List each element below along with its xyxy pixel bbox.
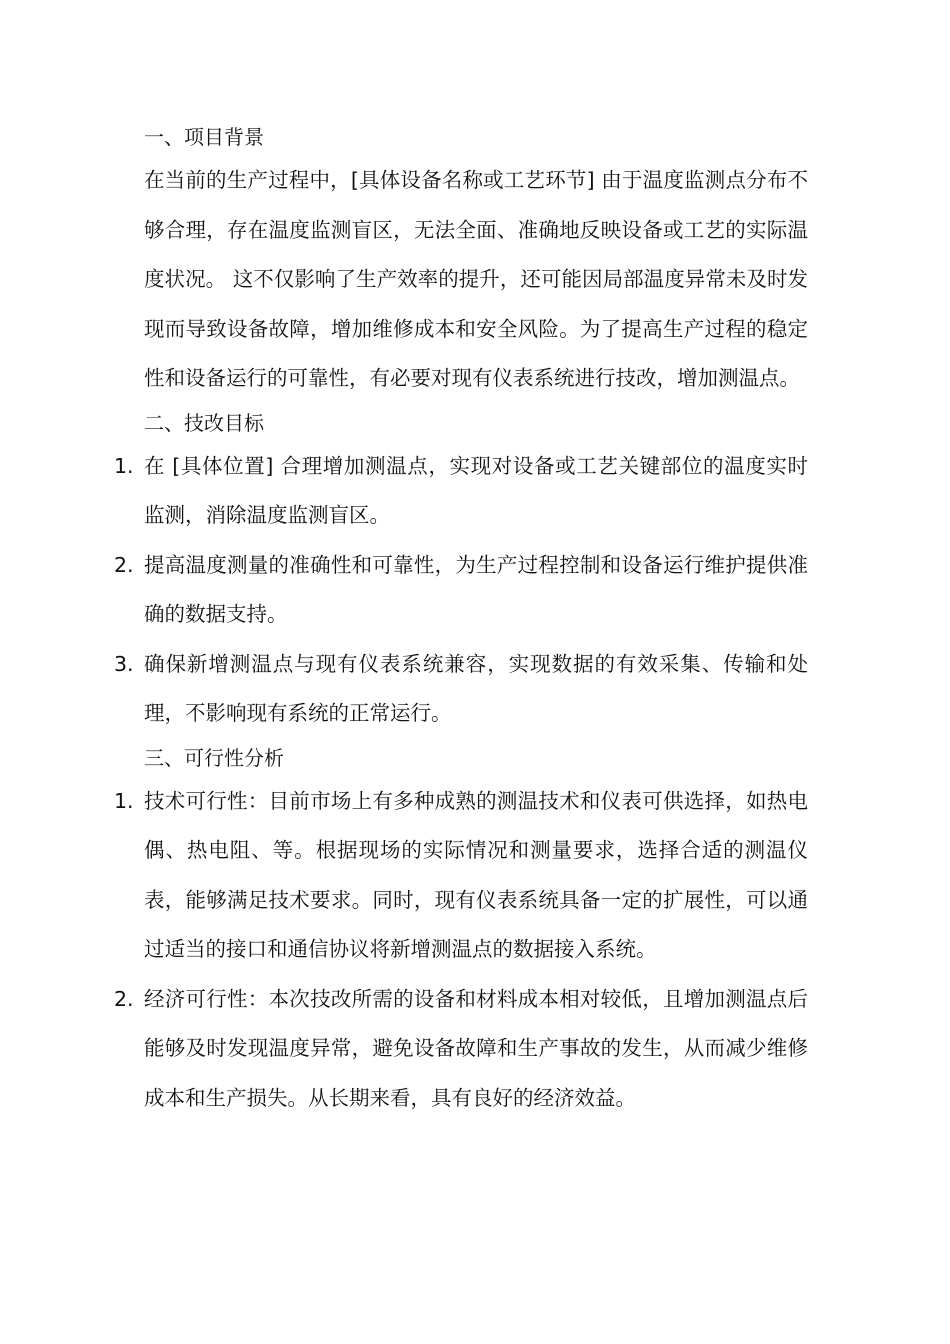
list-item-text: 提高温度测量的准确性和可靠性，为生产过程控制和设备运行维护提供准确的数据支持。 xyxy=(144,552,808,626)
list-marker: 2. xyxy=(114,986,134,1011)
list-item-text: 在 [具体位置] 合理增加测温点，实现对设备或工艺关键部位的温度实时监测，消除温度监测盲区。 xyxy=(144,453,808,527)
section-heading-feasibility: 三、可行性分析 xyxy=(144,745,284,770)
section-heading-background: 一、项目背景 xyxy=(144,125,264,149)
list-item xyxy=(114,640,808,739)
list-item xyxy=(114,975,808,1124)
list-item-text: 技术可行性：目前市场上有多种成熟的测温技术和仪表可供选择，如热电偶、热电阻、等。根据现场的实际情况和测量要求，选择合适的测温仪表，能够满足技术要求。同时，现有仪表系统具备一定的扩展性，可以通过适当的接口和通信协议将新增测温点的数据接入系统。 xyxy=(144,788,808,961)
list-item-text: 经济可行性：本次技改所需的设备和材料成本相对较低，且增加测温点后能够及时发现温度异常，避免设备故障和生产事故的发生，从而减少维修成本和生产损失。从长期来看，具有良好的经济效益。 xyxy=(144,986,808,1110)
list-item xyxy=(114,442,808,541)
list-marker: 3. xyxy=(114,651,134,676)
list-item xyxy=(114,541,808,640)
list-marker: 2. xyxy=(114,552,134,577)
document-body xyxy=(114,118,808,1123)
list-marker: 1. xyxy=(114,453,134,478)
background-paragraph: 在当前的生产过程中，[具体设备名称或工艺环节] 由于温度监测点分布不够合理，存在温度监测盲区，无法全面、准确地反映设备或工艺的实际温度状况。 这不仅影响了生产效率的提升，还可能因局部温度异常未及时发现而导致设备故障，增加维修成本和安全风险。为了提高生产过程的稳定性和设备运行的可靠性，有必要对现有仪表系统进行技改，增加测温点。 xyxy=(144,168,808,390)
goals-list xyxy=(114,442,808,739)
section-heading-goals: 二、技改目标 xyxy=(144,410,264,435)
feasibility-list xyxy=(114,777,808,1124)
list-item-text: 确保新增测温点与现有仪表系统兼容，实现数据的有效采集、传输和处理，不影响现有系统的正常运行。 xyxy=(144,651,808,725)
list-marker: 1. xyxy=(114,788,134,813)
list-item xyxy=(114,777,808,975)
